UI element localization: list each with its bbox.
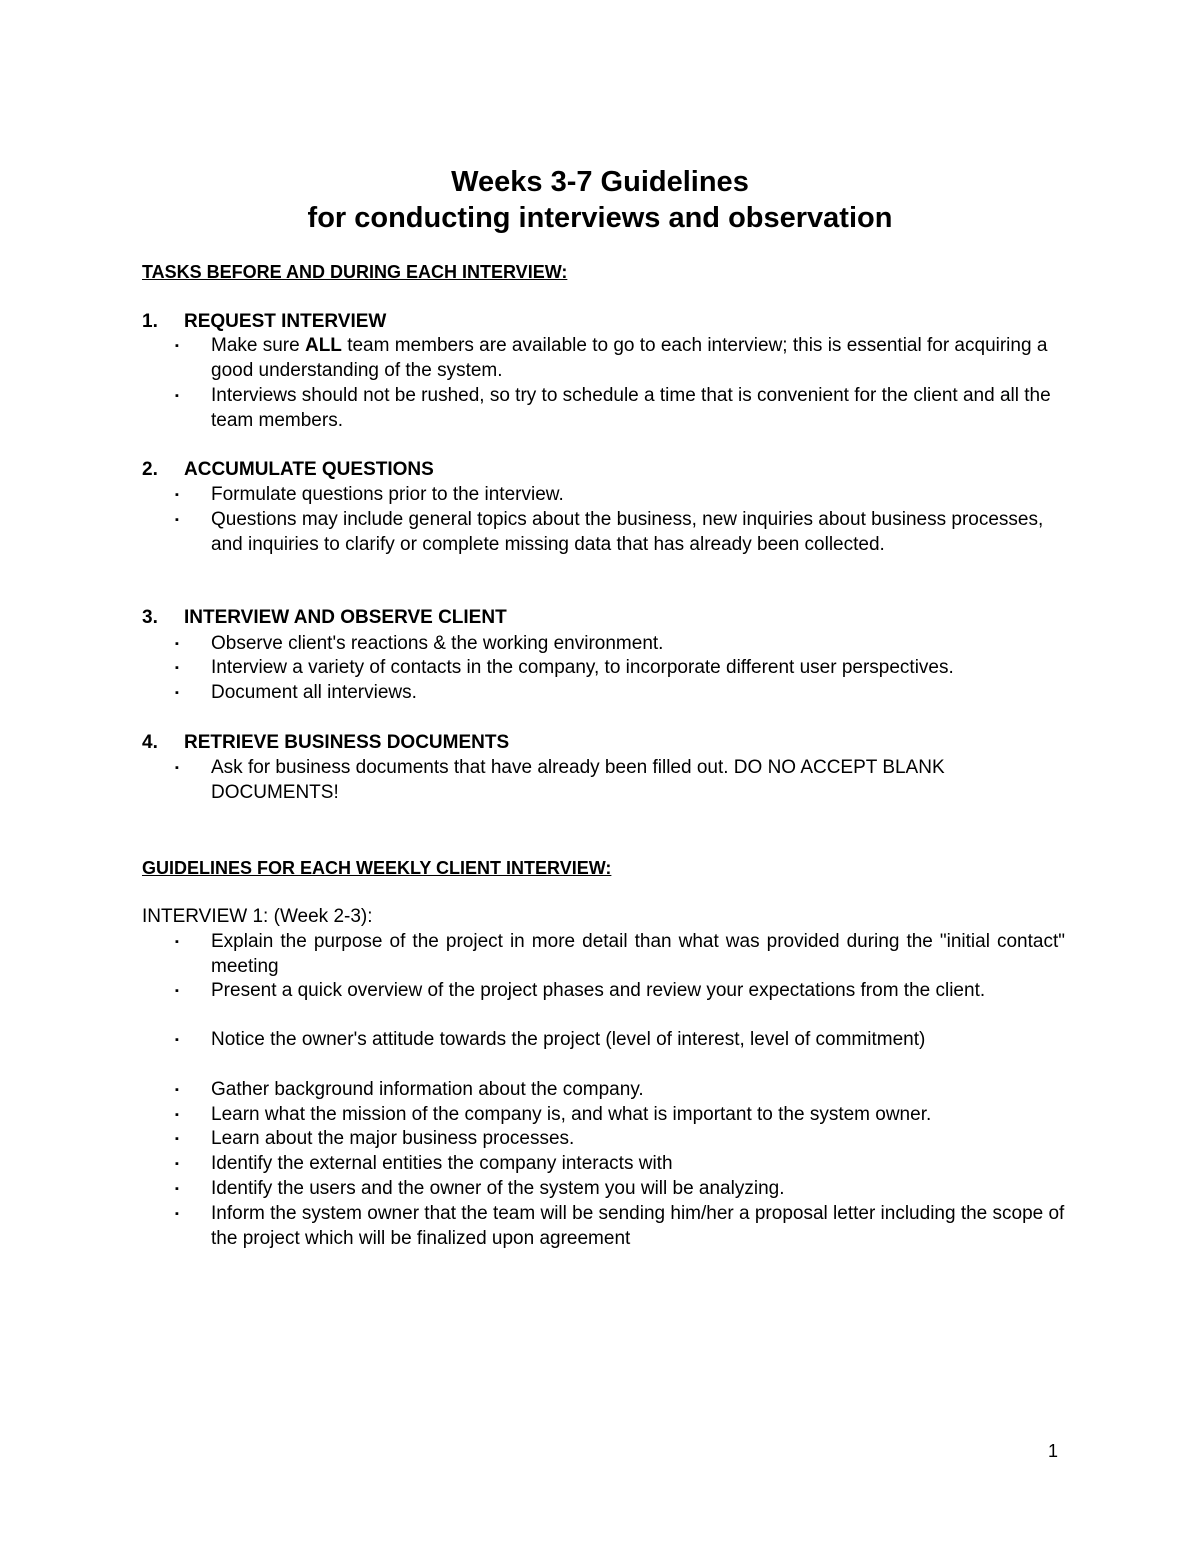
item-number: 1. (142, 311, 158, 332)
list-item-text: Identify the external entities the company interacts with (211, 1153, 673, 1174)
bullet-icon: ▪ (175, 985, 179, 997)
list-item (175, 656, 1065, 681)
bullet-icon: ▪ (175, 1208, 179, 1220)
list-item-text: Inform the system owner that the team will be sending him/her a proposal letter including the scope of the project which will be finalized upon agreement (211, 1203, 1065, 1249)
list-item (175, 1177, 1065, 1202)
bullet-icon: ▪ (175, 687, 179, 699)
list-item (175, 508, 1065, 558)
list-item-text: Document all interviews. (211, 682, 417, 703)
interview-1-heading: INTERVIEW 1: (Week 2-3): (142, 906, 373, 927)
page-number: 1 (1048, 1441, 1059, 1461)
item-number: 4. (142, 732, 158, 753)
list-item (175, 1202, 1065, 1252)
item-heading-interview-observe (142, 606, 507, 630)
item-heading-label: RETRIEVE BUSINESS DOCUMENTS (184, 732, 510, 753)
list-item (175, 334, 1065, 384)
list-item-text: Learn what the mission of the company is, and what is important to the system owner. (211, 1104, 932, 1125)
item-heading-request-interview (142, 310, 386, 334)
list-item (175, 979, 1065, 1004)
list-item-text: Present a quick overview of the project phases and review your expectations from the client. (211, 980, 986, 1001)
item-heading-label: INTERVIEW AND OBSERVE CLIENT (184, 607, 507, 628)
list-item (175, 1078, 1065, 1103)
bullet-icon: ▪ (175, 1158, 179, 1170)
bullet-icon: ▪ (175, 340, 179, 352)
list-item-text: Interview a variety of contacts in the company, to incorporate different user perspectives. (211, 657, 954, 678)
item-heading-retrieve-documents (142, 731, 509, 755)
item-number: 2. (142, 459, 158, 480)
list-item (175, 1028, 1065, 1053)
list-item-text: Ask for business documents that have already been filled out. DO NO ACCEPT BLANK DOCUMENTS! (211, 757, 945, 803)
list-item (175, 483, 1065, 508)
list-item-text: Gather background information about the company. (211, 1079, 644, 1100)
list-item-text: Make sure ALL team members are available to go to each interview; this is essential for acquiring a good understanding of the system. (211, 335, 1048, 381)
document-title-line1: Weeks 3-7 Guidelines (451, 166, 749, 198)
bullet-icon: ▪ (175, 1034, 179, 1046)
document-title-line2: for conducting interviews and observation (307, 202, 893, 234)
bullet-icon: ▪ (175, 390, 179, 402)
list-item-text: Identify the users and the owner of the system you will be analyzing. (211, 1178, 785, 1199)
bullet-icon: ▪ (175, 489, 179, 501)
list-item-text: Learn about the major business processes. (211, 1128, 575, 1149)
list-item-text: Observe client's reactions & the working environment. (211, 633, 664, 654)
bullet-icon: ▪ (175, 1183, 179, 1195)
list-item-text: Formulate questions prior to the interview. (211, 484, 564, 505)
list-item (175, 384, 1065, 434)
list-item-text: Notice the owner's attitude towards the project (level of interest, level of commitment) (211, 1029, 926, 1050)
list-item-text: Explain the purpose of the project in more detail than what was provided during the "initial contact" meeting (211, 931, 1065, 977)
bullet-icon: ▪ (175, 638, 179, 650)
bullet-icon: ▪ (175, 1133, 179, 1145)
bullet-icon: ▪ (175, 1109, 179, 1121)
bullet-icon: ▪ (175, 514, 179, 526)
bullet-icon: ▪ (175, 1084, 179, 1096)
bullet-icon: ▪ (175, 762, 179, 774)
item-heading-label: REQUEST INTERVIEW (184, 311, 387, 332)
emphasis-all: ALL (304, 335, 342, 356)
bullet-icon: ▪ (175, 662, 179, 674)
list-item (175, 632, 1065, 657)
list-item (175, 1152, 1065, 1177)
item-heading-label: ACCUMULATE QUESTIONS (184, 459, 434, 480)
section-heading-weekly-guidelines: GUIDELINES FOR EACH WEEKLY CLIENT INTERVIEW: (142, 858, 612, 878)
list-item-text: Interviews should not be rushed, so try to schedule a time that is convenient for the client and all the team members. (211, 385, 1051, 431)
list-item (175, 930, 1065, 980)
bullet-icon: ▪ (175, 936, 179, 948)
item-number: 3. (142, 607, 158, 628)
list-item (175, 756, 1065, 806)
list-item (175, 1127, 1065, 1152)
section-heading-tasks: TASKS BEFORE AND DURING EACH INTERVIEW: (142, 262, 568, 282)
list-item-text: Questions may include general topics about the business, new inquiries about business processes, and inquiries to clarify or complete missing data that has already been collected. (211, 509, 1044, 555)
list-item (175, 1103, 1065, 1128)
item-heading-accumulate-questions (142, 458, 434, 482)
list-item (175, 681, 1065, 706)
